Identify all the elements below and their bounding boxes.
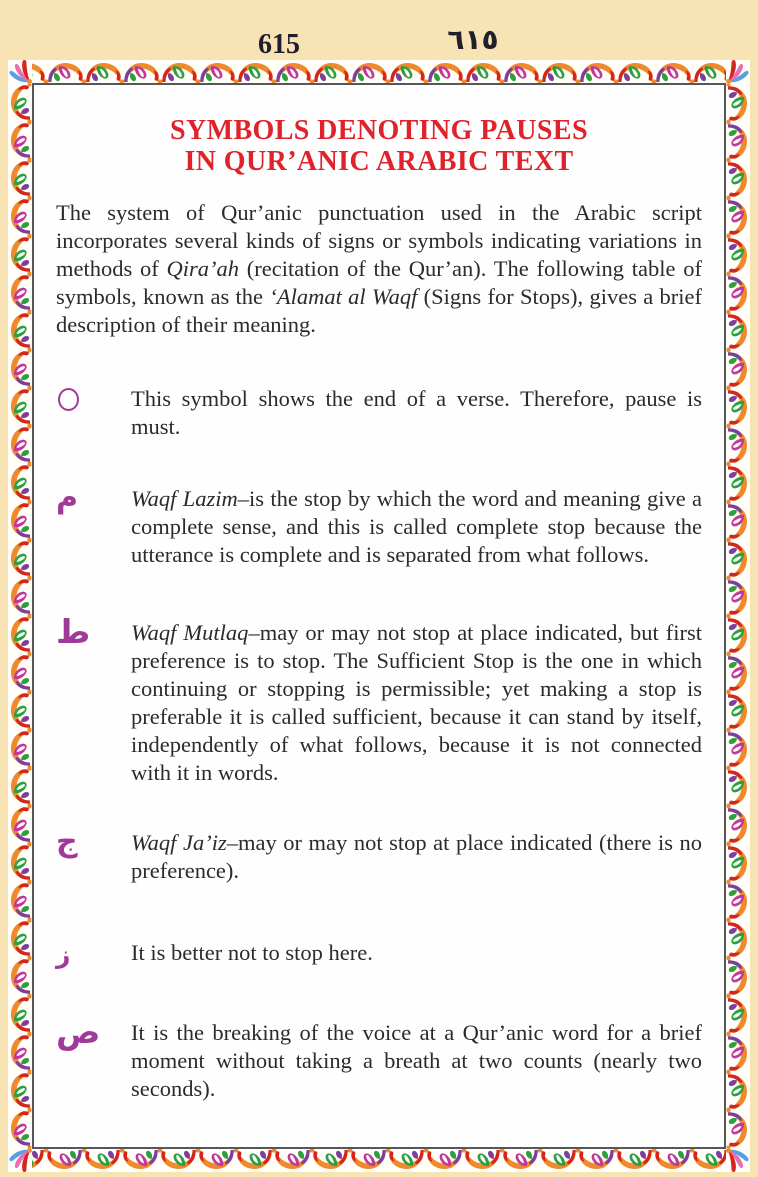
symbol-row-end-of-verse (56, 385, 702, 441)
ornamental-border-top (8, 60, 750, 84)
symbol-cell (56, 385, 131, 416)
symbol-description: This symbol shows the end of a verse. Therefore, pause is must. (131, 386, 702, 439)
taa-symbol-icon: ط (56, 612, 91, 651)
ornamental-border-bottom (8, 1148, 750, 1172)
meem-symbol-icon: م (56, 480, 78, 515)
symbol-description: Waqf Ja’iz–may or may not stop at place indicated (there is no preference). (131, 830, 703, 883)
ornamental-border-right (726, 84, 750, 1148)
symbol-description: Waqf Lazim–is the stop by which the word and meaning give a complete sense, and this is called complete stop because the utterance is complete and is separated from what follows. (131, 486, 703, 567)
end-of-verse-circle-icon (58, 388, 79, 411)
page-title-line1: SYMBOLS DENOTING PAUSES (170, 115, 588, 146)
symbol-row-waqf-jaiz (56, 824, 703, 885)
ornamental-border-left (8, 84, 32, 1148)
page-title (56, 115, 702, 177)
symbols-table (56, 385, 702, 1103)
page-number-arabic: ٦١٥ (447, 23, 499, 56)
corner-fan-icon (726, 60, 750, 84)
page-title-line2: IN QUR’ANIC ARABIC TEXT (184, 146, 574, 177)
symbol-row-waqf-lazim (56, 480, 703, 569)
symbol-row-waqf-mutlaq (56, 612, 702, 787)
corner-fan-icon (726, 1148, 750, 1172)
corner-fan-icon (8, 60, 32, 84)
symbol-cell (56, 939, 131, 969)
intro-paragraph: The system of Qur’anic punctuation used in the Arabic script incorporates several kinds of signs or symbols indicating variations in methods of Qira’ah (recitation of the Qur’an). The following table of symbols, known as the ‘Alamat al Waqf (Signs for Stops), gives a brief description of their meaning. (56, 200, 703, 337)
saad-symbol-icon: ص (56, 1012, 101, 1051)
symbol-cell (56, 824, 131, 859)
corner-fan-icon (8, 1148, 32, 1172)
page-content (32, 83, 726, 1149)
symbol-row-saad (56, 1012, 702, 1103)
symbol-row-zay (56, 939, 702, 969)
zay-symbol-icon: ز (56, 940, 71, 969)
symbol-cell (56, 612, 131, 651)
jeem-symbol-icon: ج (56, 824, 78, 859)
symbol-description: It is the breaking of the voice at a Qur’anic word for a brief moment without taking a breath at two counts (nearly two seconds). (131, 1020, 702, 1101)
symbol-cell (56, 1012, 131, 1051)
symbol-cell (56, 480, 131, 515)
ornamental-frame (8, 60, 750, 1172)
symbol-description: It is better not to stop here. (131, 940, 373, 965)
symbol-description: Waqf Mutlaq–may or may not stop at place indicated, but first preference is to stop. The Sufficient Stop is the one in which continuing or stopping is permissible; yet making a stop is preferable it is called sufficient, because it can stand by itself, independently of what follows, because it is not connected with it in words. (131, 620, 702, 785)
page-number-western: 615 (258, 29, 300, 60)
